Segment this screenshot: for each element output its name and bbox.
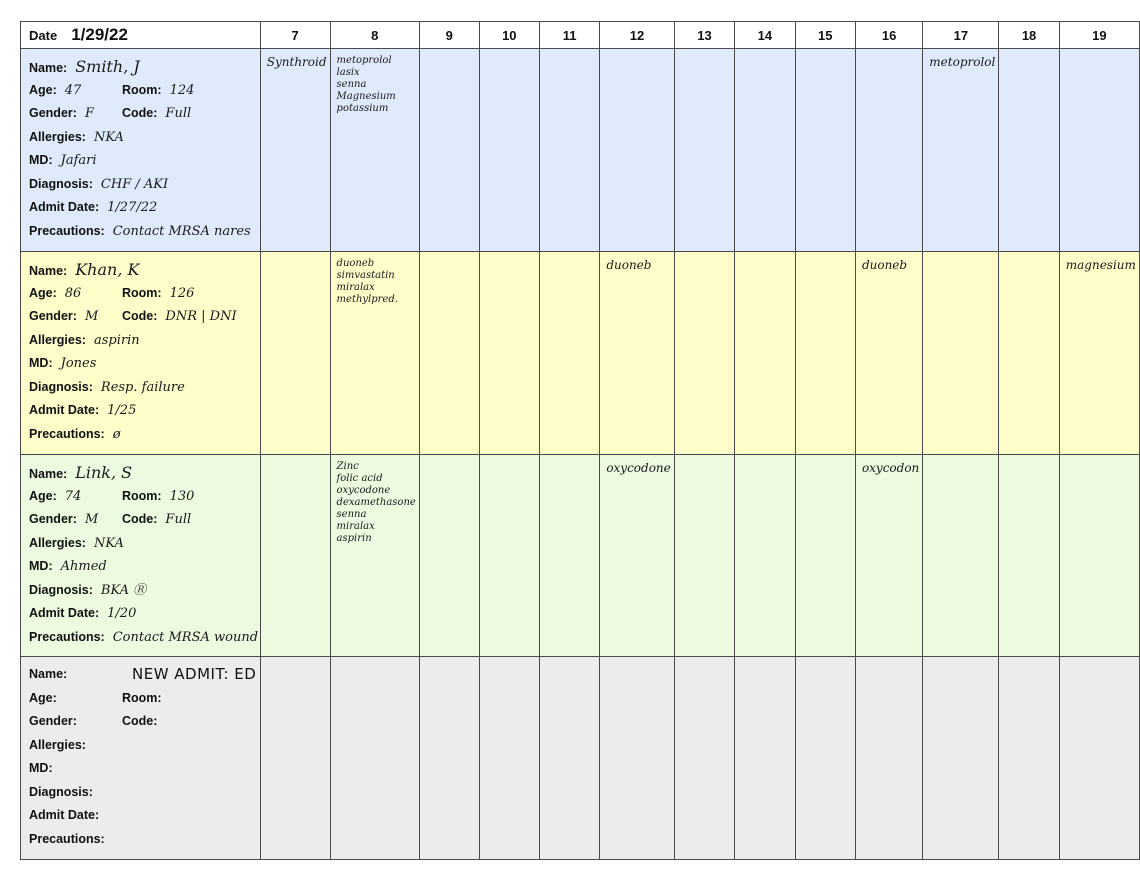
name-field bbox=[29, 463, 133, 482]
gender-field bbox=[29, 309, 98, 323]
field-line-allergies bbox=[29, 329, 260, 353]
room-label: Room: bbox=[122, 690, 162, 705]
med-cell-hour-8 bbox=[330, 252, 419, 455]
md-value: Ahmed bbox=[60, 559, 107, 574]
field-line-gender bbox=[29, 710, 260, 734]
allergies-field bbox=[29, 536, 124, 550]
name-value: NEW ADMIT: ED bbox=[132, 665, 257, 683]
age-value: 74 bbox=[64, 488, 82, 504]
code-label: Code: bbox=[122, 714, 158, 728]
field-line-md bbox=[29, 555, 260, 579]
diagnosis-label: Diagnosis: bbox=[29, 784, 93, 799]
patient-row bbox=[21, 455, 1140, 657]
med-cell-hour-15 bbox=[795, 455, 855, 657]
diagnosis-value: Resp. failure bbox=[100, 379, 185, 395]
age-value: 86 bbox=[64, 285, 82, 301]
gender-value: F bbox=[84, 106, 94, 121]
age-label: Age: bbox=[29, 82, 57, 97]
med-cell-hour-19 bbox=[1059, 252, 1139, 455]
admit-field bbox=[29, 403, 136, 417]
precautions-field bbox=[29, 427, 121, 441]
md-field bbox=[29, 761, 61, 775]
hour-header-19: 19 bbox=[1059, 22, 1139, 49]
med-cell-hour-11 bbox=[540, 49, 600, 252]
field-line-age bbox=[29, 79, 260, 103]
precautions-label: Precautions: bbox=[29, 831, 105, 846]
age-field bbox=[29, 691, 65, 705]
allergies-value: aspirin bbox=[93, 332, 140, 348]
md-value: Jafari bbox=[60, 153, 97, 168]
med-cell-hour-15 bbox=[795, 657, 855, 860]
medication-list: duoneb simvastatin miralax methylpred. bbox=[336, 258, 398, 305]
med-cell-hour-14 bbox=[735, 657, 795, 860]
field-line-precautions bbox=[29, 626, 260, 650]
medication-list: duoneb bbox=[861, 258, 908, 272]
med-cell-hour-19 bbox=[1059, 657, 1139, 860]
admit-label: Admit Date: bbox=[29, 200, 100, 214]
field-line-name bbox=[29, 55, 260, 79]
med-cell-hour-18 bbox=[999, 455, 1059, 657]
md-field bbox=[29, 356, 96, 370]
gender-field bbox=[29, 512, 98, 526]
allergies-value: NKA bbox=[93, 535, 124, 551]
med-cell-hour-17 bbox=[923, 657, 999, 860]
field-line-gender bbox=[29, 102, 260, 126]
med-cell-hour-17 bbox=[923, 252, 999, 455]
md-label: MD: bbox=[29, 761, 53, 775]
gender-field bbox=[29, 714, 85, 728]
med-cell-hour-9 bbox=[419, 657, 479, 860]
med-cell-hour-9 bbox=[419, 252, 479, 455]
admit-label: Admit Date: bbox=[29, 606, 100, 620]
admit-value: 1/27/22 bbox=[107, 200, 158, 215]
gender-value: M bbox=[84, 309, 99, 324]
name-label: Name: bbox=[29, 61, 68, 75]
name-value: Khan, K bbox=[75, 260, 140, 279]
age-label: Age: bbox=[29, 285, 57, 300]
code-label: Code: bbox=[122, 309, 158, 323]
field-line-admit bbox=[29, 602, 260, 626]
medication-list: Synthroid bbox=[266, 55, 327, 69]
room-value: 130 bbox=[169, 488, 195, 504]
med-cell-hour-18 bbox=[999, 252, 1059, 455]
field-line-admit bbox=[29, 196, 260, 220]
med-cell-hour-10 bbox=[479, 49, 539, 252]
medication-list: metoprolol bbox=[929, 55, 996, 69]
room-label: Room: bbox=[122, 285, 162, 300]
field-line-diagnosis bbox=[29, 173, 260, 197]
field-line-allergies bbox=[29, 532, 260, 556]
admit-value: 1/20 bbox=[107, 606, 137, 621]
md-value: Jones bbox=[60, 356, 97, 371]
patient-row bbox=[21, 252, 1140, 455]
med-cell-hour-19 bbox=[1059, 455, 1139, 657]
med-cell-hour-13 bbox=[674, 49, 734, 252]
med-cell-hour-8 bbox=[330, 49, 419, 252]
med-cell-hour-9 bbox=[419, 49, 479, 252]
hour-header-10: 10 bbox=[479, 22, 539, 49]
room-field bbox=[122, 79, 194, 103]
field-line-md bbox=[29, 149, 260, 173]
admit-field bbox=[29, 606, 136, 620]
diagnosis-label: Diagnosis: bbox=[29, 379, 93, 394]
code-field bbox=[122, 305, 237, 329]
name-value: Smith, J bbox=[75, 57, 140, 76]
medication-list: oxycodon bbox=[861, 461, 920, 475]
admit-value: 1/25 bbox=[107, 403, 137, 418]
md-label: MD: bbox=[29, 559, 53, 573]
diagnosis-label: Diagnosis: bbox=[29, 176, 93, 191]
field-line-age bbox=[29, 687, 260, 711]
hour-header-14: 14 bbox=[735, 22, 795, 49]
date-value: 1/29/22 bbox=[71, 25, 128, 44]
age-label: Age: bbox=[29, 488, 57, 503]
field-line-admit bbox=[29, 804, 260, 828]
precautions-value: Contact MRSA nares bbox=[112, 223, 251, 239]
gender-label: Gender: bbox=[29, 512, 77, 526]
medication-list: oxycodone bbox=[606, 461, 671, 475]
field-line-precautions bbox=[29, 220, 260, 244]
hour-header-8: 8 bbox=[330, 22, 419, 49]
med-cell-hour-8 bbox=[330, 455, 419, 657]
room-label: Room: bbox=[122, 488, 162, 503]
room-field bbox=[122, 485, 194, 509]
precautions-value: ø bbox=[112, 426, 121, 442]
med-cell-hour-19 bbox=[1059, 49, 1139, 252]
header-row bbox=[21, 22, 1140, 49]
code-field bbox=[122, 710, 165, 734]
med-cell-hour-16 bbox=[855, 49, 922, 252]
patient-info-cell bbox=[21, 657, 261, 860]
hour-header-16: 16 bbox=[855, 22, 922, 49]
allergies-field bbox=[29, 738, 94, 752]
hour-header-17: 17 bbox=[923, 22, 999, 49]
hour-header-15: 15 bbox=[795, 22, 855, 49]
field-line-name bbox=[29, 663, 260, 687]
med-cell-hour-7 bbox=[260, 252, 330, 455]
med-cell-hour-10 bbox=[479, 657, 539, 860]
field-line-allergies bbox=[29, 126, 260, 150]
gender-value: M bbox=[84, 512, 99, 527]
name-label: Name: bbox=[29, 667, 68, 681]
diagnosis-value: CHF / AKI bbox=[100, 176, 169, 192]
allergies-label: Allergies: bbox=[29, 129, 86, 144]
md-label: MD: bbox=[29, 153, 53, 167]
precautions-field bbox=[29, 832, 113, 846]
age-value: 47 bbox=[64, 82, 82, 98]
med-cell-hour-13 bbox=[674, 252, 734, 455]
field-line-gender bbox=[29, 508, 260, 532]
field-line-diagnosis bbox=[29, 781, 260, 805]
room-field bbox=[122, 282, 194, 306]
hour-header-9: 9 bbox=[419, 22, 479, 49]
allergies-value: NKA bbox=[93, 129, 124, 145]
name-field bbox=[29, 665, 257, 683]
field-line-age bbox=[29, 282, 260, 306]
precautions-label: Precautions: bbox=[29, 629, 105, 644]
med-cell-hour-9 bbox=[419, 455, 479, 657]
med-cell-hour-16 bbox=[855, 657, 922, 860]
gender-label: Gender: bbox=[29, 106, 77, 120]
medication-list: Zinc folic acid oxycodone dexamethasone senna miralax aspirin bbox=[336, 461, 416, 544]
med-cell-hour-16 bbox=[855, 252, 922, 455]
med-cell-hour-18 bbox=[999, 657, 1059, 860]
diagnosis-field bbox=[29, 583, 146, 597]
field-line-md bbox=[29, 352, 260, 376]
field-line-allergies bbox=[29, 734, 260, 758]
patient-info-cell bbox=[21, 252, 261, 455]
age-label: Age: bbox=[29, 690, 57, 705]
med-cell-hour-11 bbox=[540, 657, 600, 860]
name-value: Link, S bbox=[75, 463, 133, 482]
med-cell-hour-13 bbox=[674, 455, 734, 657]
field-line-gender bbox=[29, 305, 260, 329]
medication-list: duoneb bbox=[606, 258, 652, 272]
gender-field bbox=[29, 106, 94, 120]
field-line-admit bbox=[29, 399, 260, 423]
room-value: 126 bbox=[169, 285, 195, 301]
md-field bbox=[29, 153, 97, 167]
hour-header-13: 13 bbox=[674, 22, 734, 49]
med-cell-hour-18 bbox=[999, 49, 1059, 252]
med-cell-hour-13 bbox=[674, 657, 734, 860]
med-cell-hour-8 bbox=[330, 657, 419, 860]
admit-field bbox=[29, 808, 107, 822]
code-label: Code: bbox=[122, 106, 158, 120]
gender-label: Gender: bbox=[29, 714, 77, 728]
diagnosis-label: Diagnosis: bbox=[29, 582, 93, 597]
patient-med-schedule-table bbox=[20, 21, 1140, 860]
med-cell-hour-12 bbox=[600, 252, 674, 455]
name-field bbox=[29, 260, 140, 279]
med-cell-hour-12 bbox=[600, 657, 674, 860]
field-line-diagnosis bbox=[29, 376, 260, 400]
room-value: 124 bbox=[169, 82, 195, 98]
med-cell-hour-12 bbox=[600, 49, 674, 252]
code-field bbox=[122, 102, 191, 126]
med-cell-hour-14 bbox=[735, 49, 795, 252]
med-cell-hour-14 bbox=[735, 455, 795, 657]
med-cell-hour-10 bbox=[479, 252, 539, 455]
hour-header-7: 7 bbox=[260, 22, 330, 49]
code-value: Full bbox=[165, 106, 192, 121]
field-line-md bbox=[29, 757, 260, 781]
hour-header-18: 18 bbox=[999, 22, 1059, 49]
admit-label: Admit Date: bbox=[29, 403, 100, 417]
md-label: MD: bbox=[29, 356, 53, 370]
patient-row bbox=[21, 49, 1140, 252]
code-field bbox=[122, 508, 191, 532]
name-label: Name: bbox=[29, 264, 68, 278]
code-value: Full bbox=[165, 512, 192, 527]
allergies-label: Allergies: bbox=[29, 737, 86, 752]
medication-list: metoprolol lasix senna Magnesium potassium bbox=[336, 55, 396, 114]
med-cell-hour-11 bbox=[540, 455, 600, 657]
patient-info-cell bbox=[21, 455, 261, 657]
diagnosis-value: BKA Ⓡ bbox=[100, 582, 147, 598]
precautions-field bbox=[29, 630, 258, 644]
field-line-precautions bbox=[29, 828, 260, 852]
allergies-field bbox=[29, 130, 124, 144]
name-label: Name: bbox=[29, 467, 68, 481]
field-line-diagnosis bbox=[29, 579, 260, 603]
med-cell-hour-12 bbox=[600, 455, 674, 657]
date-header bbox=[21, 22, 261, 49]
diagnosis-field bbox=[29, 177, 168, 191]
med-cell-hour-17 bbox=[923, 455, 999, 657]
patient-info-cell bbox=[21, 49, 261, 252]
allergies-label: Allergies: bbox=[29, 332, 86, 347]
med-cell-hour-16 bbox=[855, 455, 922, 657]
code-label: Code: bbox=[122, 512, 158, 526]
age-field bbox=[29, 286, 81, 300]
room-field bbox=[122, 687, 170, 711]
age-field bbox=[29, 489, 81, 503]
field-line-age bbox=[29, 485, 260, 509]
precautions-field bbox=[29, 224, 251, 238]
room-label: Room: bbox=[122, 82, 162, 97]
name-field bbox=[29, 57, 140, 76]
admit-field bbox=[29, 200, 157, 214]
allergies-field bbox=[29, 333, 140, 347]
admit-label: Admit Date: bbox=[29, 808, 100, 822]
hour-header-11: 11 bbox=[540, 22, 600, 49]
gender-label: Gender: bbox=[29, 309, 77, 323]
field-line-name bbox=[29, 258, 260, 282]
med-cell-hour-7 bbox=[260, 657, 330, 860]
code-value: DNR | DNI bbox=[165, 309, 237, 324]
precautions-label: Precautions: bbox=[29, 223, 105, 238]
med-cell-hour-7 bbox=[260, 49, 330, 252]
med-cell-hour-17 bbox=[923, 49, 999, 252]
med-cell-hour-10 bbox=[479, 455, 539, 657]
precautions-value: Contact MRSA wound bbox=[112, 629, 259, 645]
age-field bbox=[29, 83, 81, 97]
patient-row bbox=[21, 657, 1140, 860]
precautions-label: Precautions: bbox=[29, 426, 105, 441]
medication-list: magnesium bbox=[1065, 258, 1136, 272]
allergies-label: Allergies: bbox=[29, 535, 86, 550]
field-line-name bbox=[29, 461, 260, 485]
med-cell-hour-7 bbox=[260, 455, 330, 657]
diagnosis-field bbox=[29, 785, 101, 799]
date-label: Date bbox=[29, 28, 58, 43]
med-cell-hour-11 bbox=[540, 252, 600, 455]
md-field bbox=[29, 559, 107, 573]
diagnosis-field bbox=[29, 380, 185, 394]
field-line-precautions bbox=[29, 423, 260, 447]
med-cell-hour-15 bbox=[795, 49, 855, 252]
med-cell-hour-14 bbox=[735, 252, 795, 455]
med-cell-hour-15 bbox=[795, 252, 855, 455]
hour-header-12: 12 bbox=[600, 22, 674, 49]
